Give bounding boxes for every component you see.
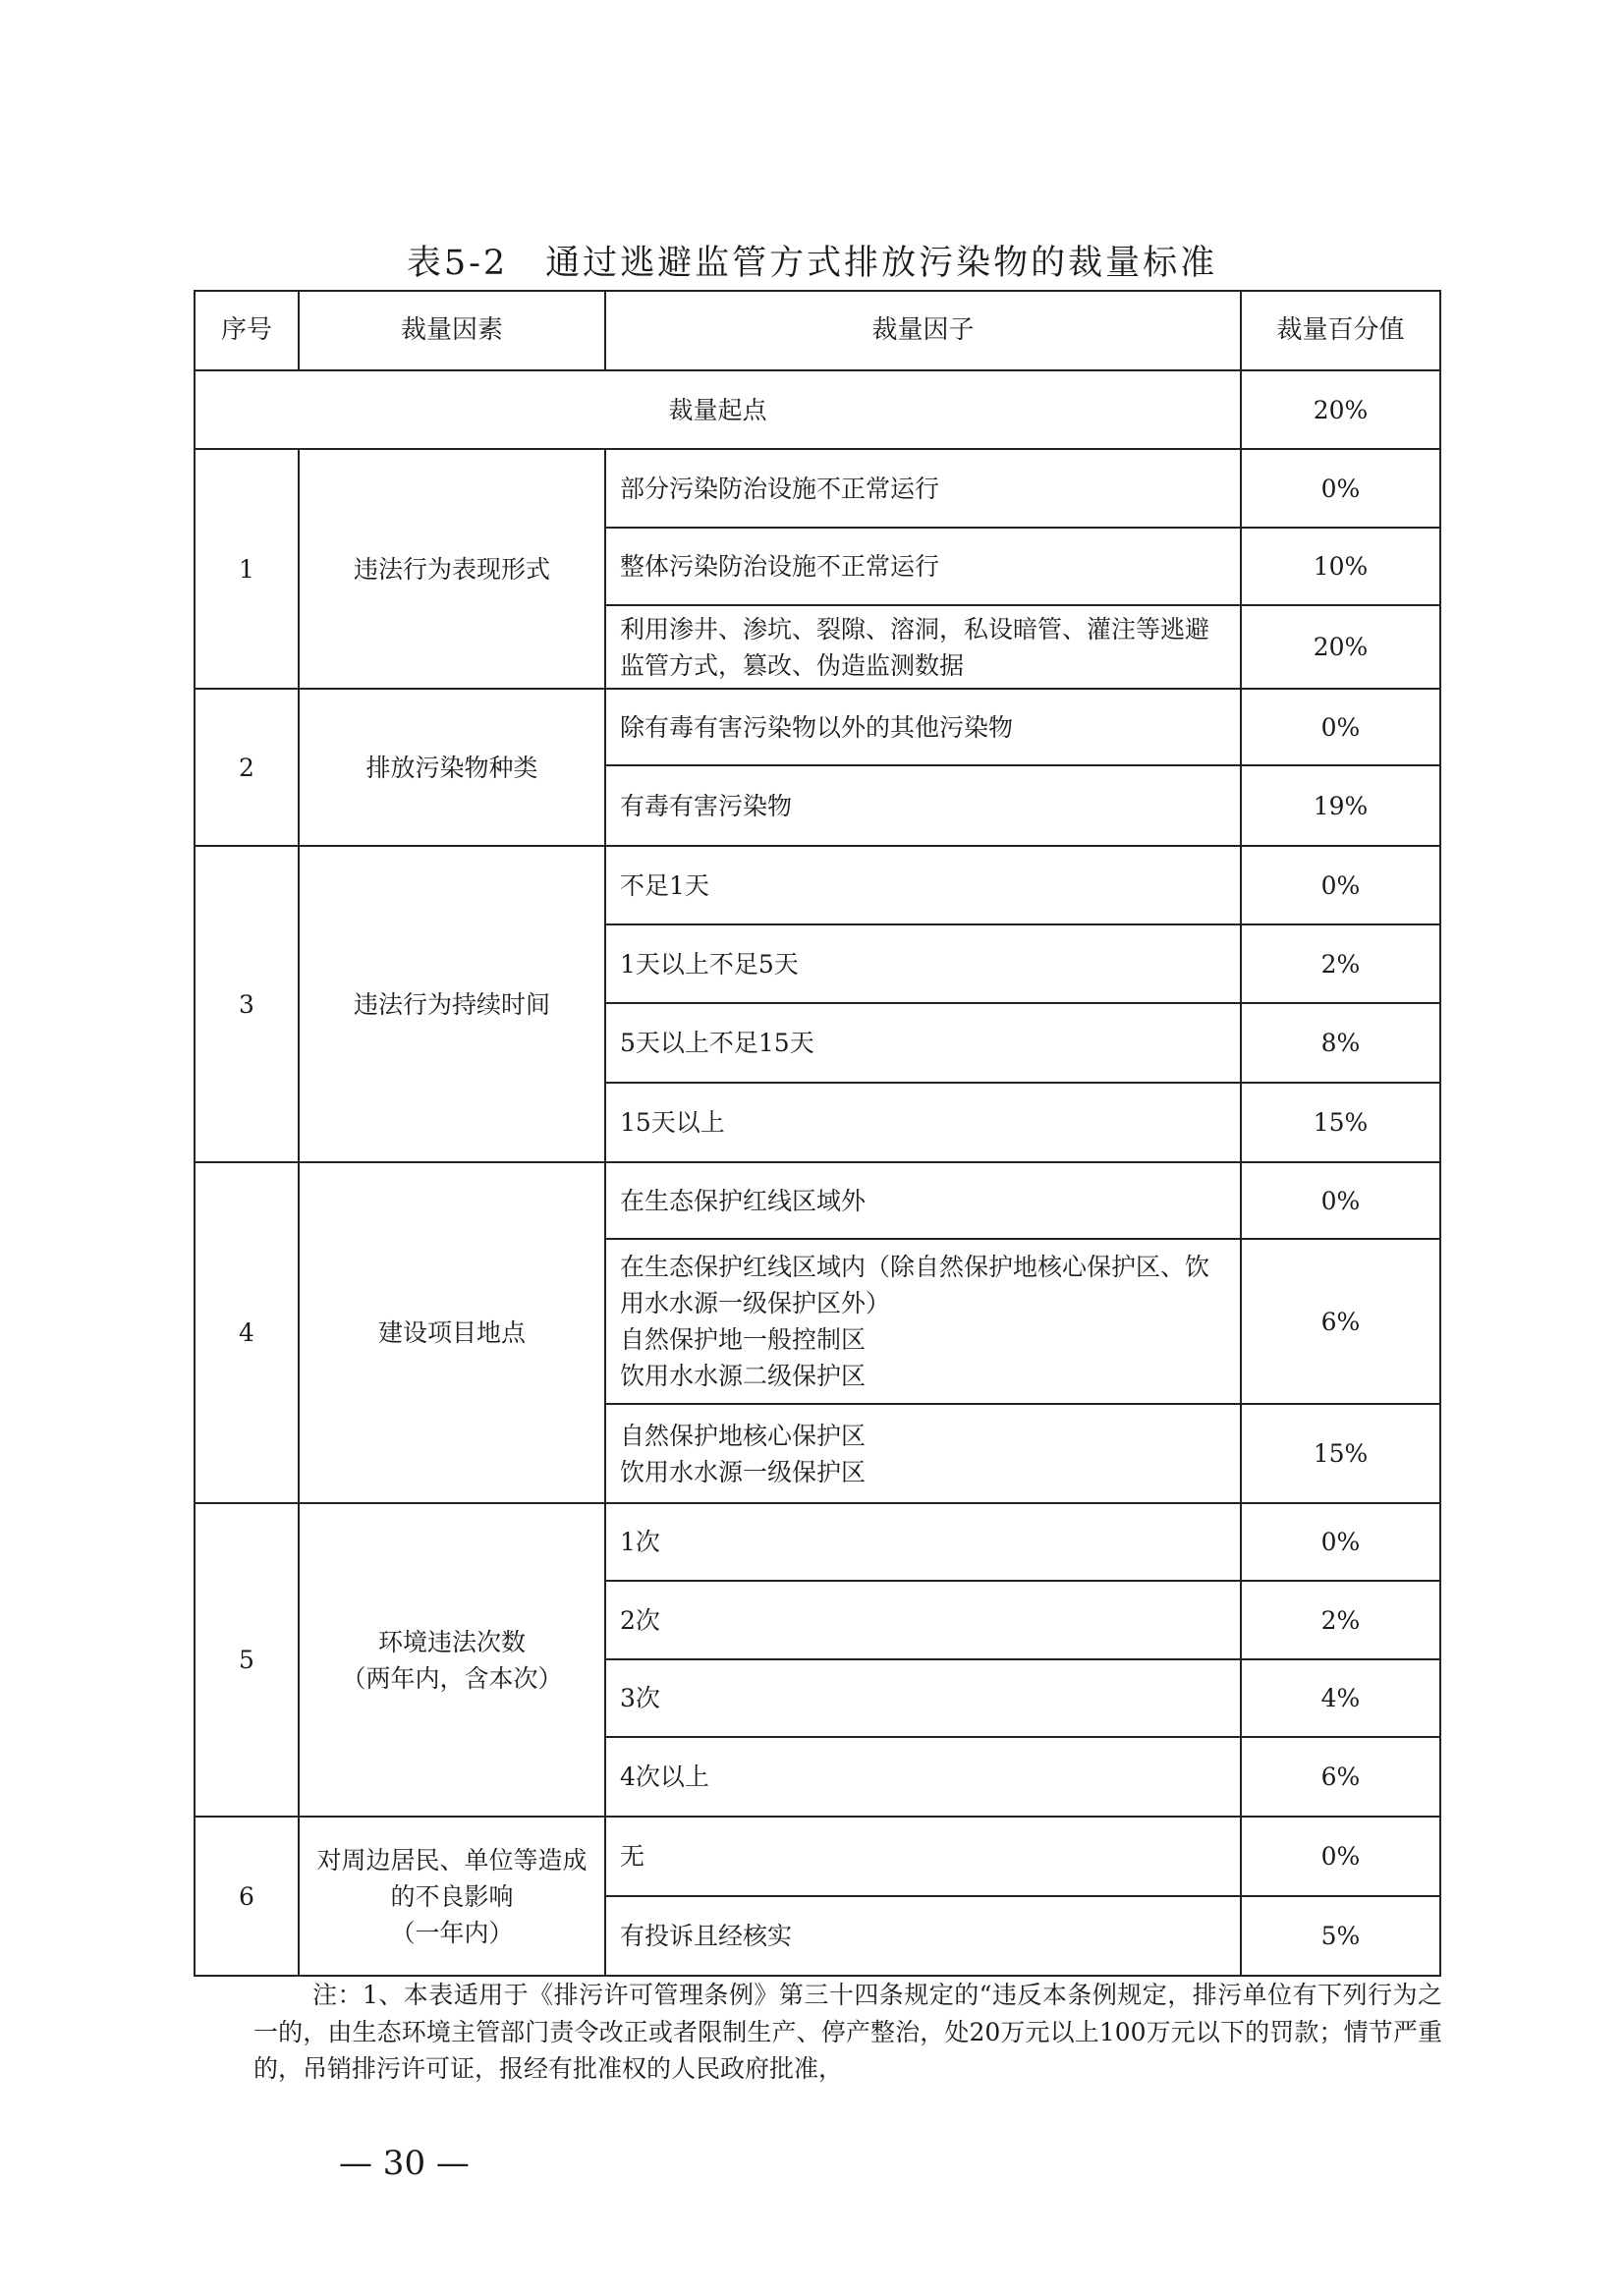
discretion-item: 1天以上不足5天 — [605, 924, 1241, 1003]
discretion-item: 4次以上 — [605, 1737, 1241, 1817]
start-label: 裁量起点 — [195, 370, 1241, 449]
discretion-item: 在生态保护红线区域内（除自然保护地核心保护区、饮用水水源一级保护区外） 自然保护地一般控制区 饮用水水源二级保护区 — [605, 1239, 1241, 1404]
discretion-standard-table — [194, 290, 1441, 1977]
discretion-item: 2次 — [605, 1581, 1241, 1659]
table-row — [195, 689, 1440, 765]
header-value: 裁量百分值 — [1241, 291, 1440, 370]
discretion-item: 无 — [605, 1817, 1241, 1896]
header-factor: 裁量因素 — [299, 291, 605, 370]
row-number: 2 — [195, 689, 299, 846]
table-row — [195, 1817, 1440, 1896]
discretion-item: 在生态保护红线区域外 — [605, 1162, 1241, 1239]
discretion-value: 0% — [1241, 1817, 1440, 1896]
start-row — [195, 370, 1440, 449]
discretion-value: 0% — [1241, 689, 1440, 765]
row-number: 3 — [195, 846, 299, 1162]
discretion-value: 20% — [1241, 605, 1440, 689]
discretion-value: 4% — [1241, 1659, 1440, 1737]
discretion-value: 2% — [1241, 1581, 1440, 1659]
discretion-factor: 排放污染物种类 — [299, 689, 605, 846]
discretion-value: 8% — [1241, 1003, 1440, 1083]
discretion-item: 整体污染防治设施不正常运行 — [605, 528, 1241, 605]
discretion-item: 有投诉且经核实 — [605, 1896, 1241, 1976]
discretion-value: 15% — [1241, 1404, 1440, 1503]
discretion-value: 19% — [1241, 765, 1440, 846]
discretion-value: 10% — [1241, 528, 1440, 605]
discretion-value: 0% — [1241, 846, 1440, 924]
row-number: 1 — [195, 449, 299, 689]
discretion-factor: 建设项目地点 — [299, 1162, 605, 1503]
discretion-value: 15% — [1241, 1083, 1440, 1162]
discretion-item: 利用渗井、渗坑、裂隙、溶洞，私设暗管、灌注等逃避监管方式，篡改、伪造监测数据 — [605, 605, 1241, 689]
discretion-value: 0% — [1241, 1503, 1440, 1581]
discretion-item: 自然保护地核心保护区 饮用水水源一级保护区 — [605, 1404, 1241, 1503]
row-number: 5 — [195, 1503, 299, 1817]
discretion-item: 1次 — [605, 1503, 1241, 1581]
discretion-factor: 环境违法次数 （两年内，含本次） — [299, 1503, 605, 1817]
table-note: 注：1、本表适用于《排污许可管理条例》第三十四条规定的“违反本条例规定，排污单位有下列行为之一的，由生态环境主管部门责令改正或者限制生产、停产整治，处20万元以上100万元以下的罚款；情节严重的，吊销排污许可证，报经有批准权的人民政府批准， — [253, 1981, 1442, 2083]
discretion-item: 15天以上 — [605, 1083, 1241, 1162]
discretion-value: 5% — [1241, 1896, 1440, 1976]
start-value: 20% — [1241, 370, 1440, 449]
discretion-value: 2% — [1241, 924, 1440, 1003]
discretion-value: 0% — [1241, 1162, 1440, 1239]
discretion-item: 有毒有害污染物 — [605, 765, 1241, 846]
table-row — [195, 449, 1440, 528]
table-row — [195, 1503, 1440, 1581]
discretion-item: 5天以上不足15天 — [605, 1003, 1241, 1083]
header-item: 裁量因子 — [605, 291, 1241, 370]
page-number: — 30 — — [339, 2144, 470, 2183]
discretion-factor: 对周边居民、单位等造成的不良影响 （一年内） — [299, 1817, 605, 1976]
discretion-factor: 违法行为持续时间 — [299, 846, 605, 1162]
table-title: 表5-2 通过逃避监管方式排放污染物的裁量标准 — [406, 244, 1218, 283]
discretion-item: 部分污染防治设施不正常运行 — [605, 449, 1241, 528]
discretion-item: 3次 — [605, 1659, 1241, 1737]
discretion-value: 6% — [1241, 1737, 1440, 1817]
discretion-factor: 违法行为表现形式 — [299, 449, 605, 689]
header-no: 序号 — [195, 291, 299, 370]
header-row — [195, 291, 1440, 370]
table-row — [195, 1162, 1440, 1239]
discretion-value: 6% — [1241, 1239, 1440, 1404]
discretion-value: 0% — [1241, 449, 1440, 528]
discretion-item: 除有毒有害污染物以外的其他污染物 — [605, 689, 1241, 765]
row-number: 6 — [195, 1817, 299, 1976]
table-row — [195, 846, 1440, 924]
row-number: 4 — [195, 1162, 299, 1503]
discretion-item: 不足1天 — [605, 846, 1241, 924]
